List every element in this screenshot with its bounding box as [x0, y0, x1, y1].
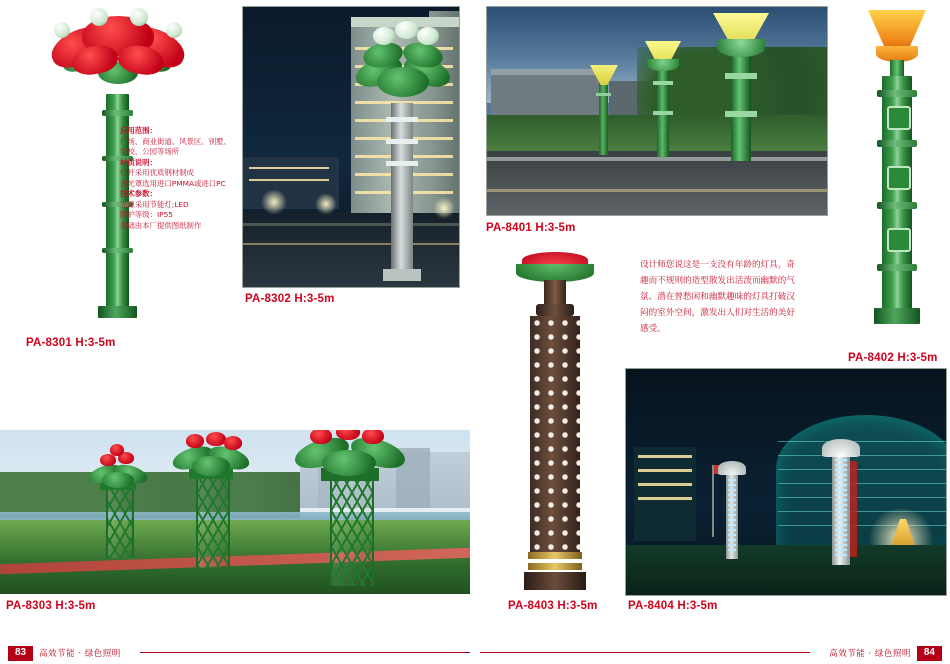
spec-material-heading: 材质说明： — [120, 157, 157, 167]
product-image-pa-8402 — [846, 6, 946, 336]
footer-text-right: 高效节能 · 绿色照明 — [829, 649, 911, 659]
footer-rule-right — [480, 652, 810, 653]
page-number-right: 84 — [917, 646, 942, 661]
page-number-left: 83 — [8, 646, 33, 661]
specification-text-block — [120, 126, 238, 231]
design-description-text: 设计师您说这是一支没有年龄的灯具，奇趣而不规则的造型散发出活泼而幽默的气氛、潜在曾愁闲和幽默趣味的灯具打破汉闷的室外空间，激发出人们对生活的美好感受。 — [640, 260, 795, 334]
spec-tech-line-3: 基础由本厂提供图纸制作 — [120, 220, 202, 230]
caption-pa-8303: PA-8303 H:3-5m — [6, 600, 96, 612]
footer-text-left: 高效节能 · 绿色照明 — [39, 649, 121, 659]
spec-application-line-1: 广场、商业街道、风景区、别墅、 — [120, 136, 231, 146]
spec-material-line-1: 灯杆采用优质钢材制成 — [120, 168, 194, 178]
product-image-pa-8303 — [0, 430, 470, 594]
product-image-pa-8403 — [500, 246, 610, 598]
spec-tech-heading: 技术参数： — [120, 189, 157, 199]
product-image-pa-8302 — [242, 6, 460, 288]
page-footer — [0, 642, 950, 664]
caption-pa-8302: PA-8302 H:3-5m — [245, 293, 335, 305]
caption-pa-8301: PA-8301 H:3-5m — [26, 337, 116, 349]
spec-application-line-2: 学校、公园等场所 — [120, 147, 180, 157]
spec-tech-line-1: 光源采用节能灯;LED — [120, 199, 189, 209]
caption-pa-8402: PA-8402 H:3-5m — [848, 352, 938, 364]
spec-application-heading: 应用范围： — [120, 126, 157, 135]
caption-pa-8401: PA-8401 H:3-5m — [486, 222, 576, 234]
spec-material-line-2: 透光罩选用进口PMMA或进口PC — [120, 178, 226, 188]
product-image-pa-8401 — [486, 6, 828, 216]
footer-rule-left — [140, 652, 470, 653]
spec-tech-line-2: 防护等级：IP55 — [120, 210, 173, 220]
product-image-pa-8404 — [625, 368, 947, 596]
caption-pa-8403: PA-8403 H:3-5m — [508, 600, 598, 612]
caption-pa-8404: PA-8404 H:3-5m — [628, 600, 718, 612]
